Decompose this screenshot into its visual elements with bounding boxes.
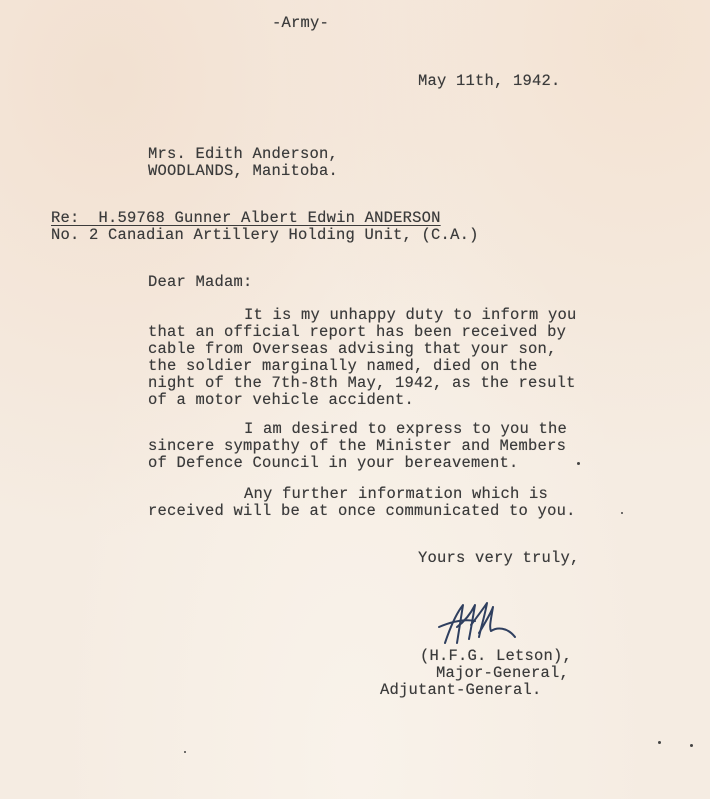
subject-prefix: Re: xyxy=(51,209,80,227)
paper-speck xyxy=(577,462,580,465)
signatory-rank: Major-General, xyxy=(436,664,570,682)
paragraph-line: cable from Overseas advising that your son, xyxy=(148,340,557,358)
paragraph-line: that an official report has been received by xyxy=(148,323,567,341)
addressee-location: WOODLANDS, Manitoba. xyxy=(148,162,339,180)
paragraph-line: sincere sympathy of the Minister and Members xyxy=(148,437,567,455)
paper-speck xyxy=(690,744,693,747)
salutation: Dear Madam: xyxy=(148,273,253,291)
paragraph-line: of Defence Council in your bereavement. xyxy=(148,454,519,472)
paragraph-line: It is my unhappy duty to inform you xyxy=(244,306,577,324)
closing: Yours very truly, xyxy=(418,549,580,567)
handwritten-signature-icon xyxy=(435,597,535,649)
paragraph-line: I am desired to express to you the xyxy=(244,420,568,438)
paragraph-line: received will be at once communicated to you. xyxy=(148,502,576,520)
subject-line-2: No. 2 Canadian Artillery Holding Unit, (C.A.) xyxy=(51,226,479,244)
subject-line-1 xyxy=(51,210,479,227)
paper-speck xyxy=(621,512,623,514)
subject-soldier: H.59768 Gunner Albert Edwin ANDERSON xyxy=(98,209,441,227)
letter-date: May 11th, 1942. xyxy=(418,72,561,90)
paragraph-line: the soldier marginally named, died on the xyxy=(148,357,538,375)
subject-block xyxy=(51,210,479,244)
signature-block xyxy=(378,648,572,699)
paper-speck xyxy=(184,751,186,753)
addressee-name: Mrs. Edith Anderson, xyxy=(148,145,339,163)
paragraph-line: Any further information which is xyxy=(244,485,549,503)
signatory-position: Adjutant-General. xyxy=(380,681,542,699)
paragraph-2 xyxy=(148,421,567,472)
header-label: -Army- xyxy=(272,14,330,32)
paragraph-3 xyxy=(148,486,576,520)
signatory-name: (H.F.G. Letson), xyxy=(420,647,573,665)
paragraph-1 xyxy=(148,307,577,409)
paragraph-line: of a motor vehicle accident. xyxy=(148,391,415,409)
paragraph-line: night of the 7th-8th May, 1942, as the result xyxy=(148,374,576,392)
paper-speck xyxy=(658,741,661,744)
addressee-block xyxy=(148,146,338,180)
